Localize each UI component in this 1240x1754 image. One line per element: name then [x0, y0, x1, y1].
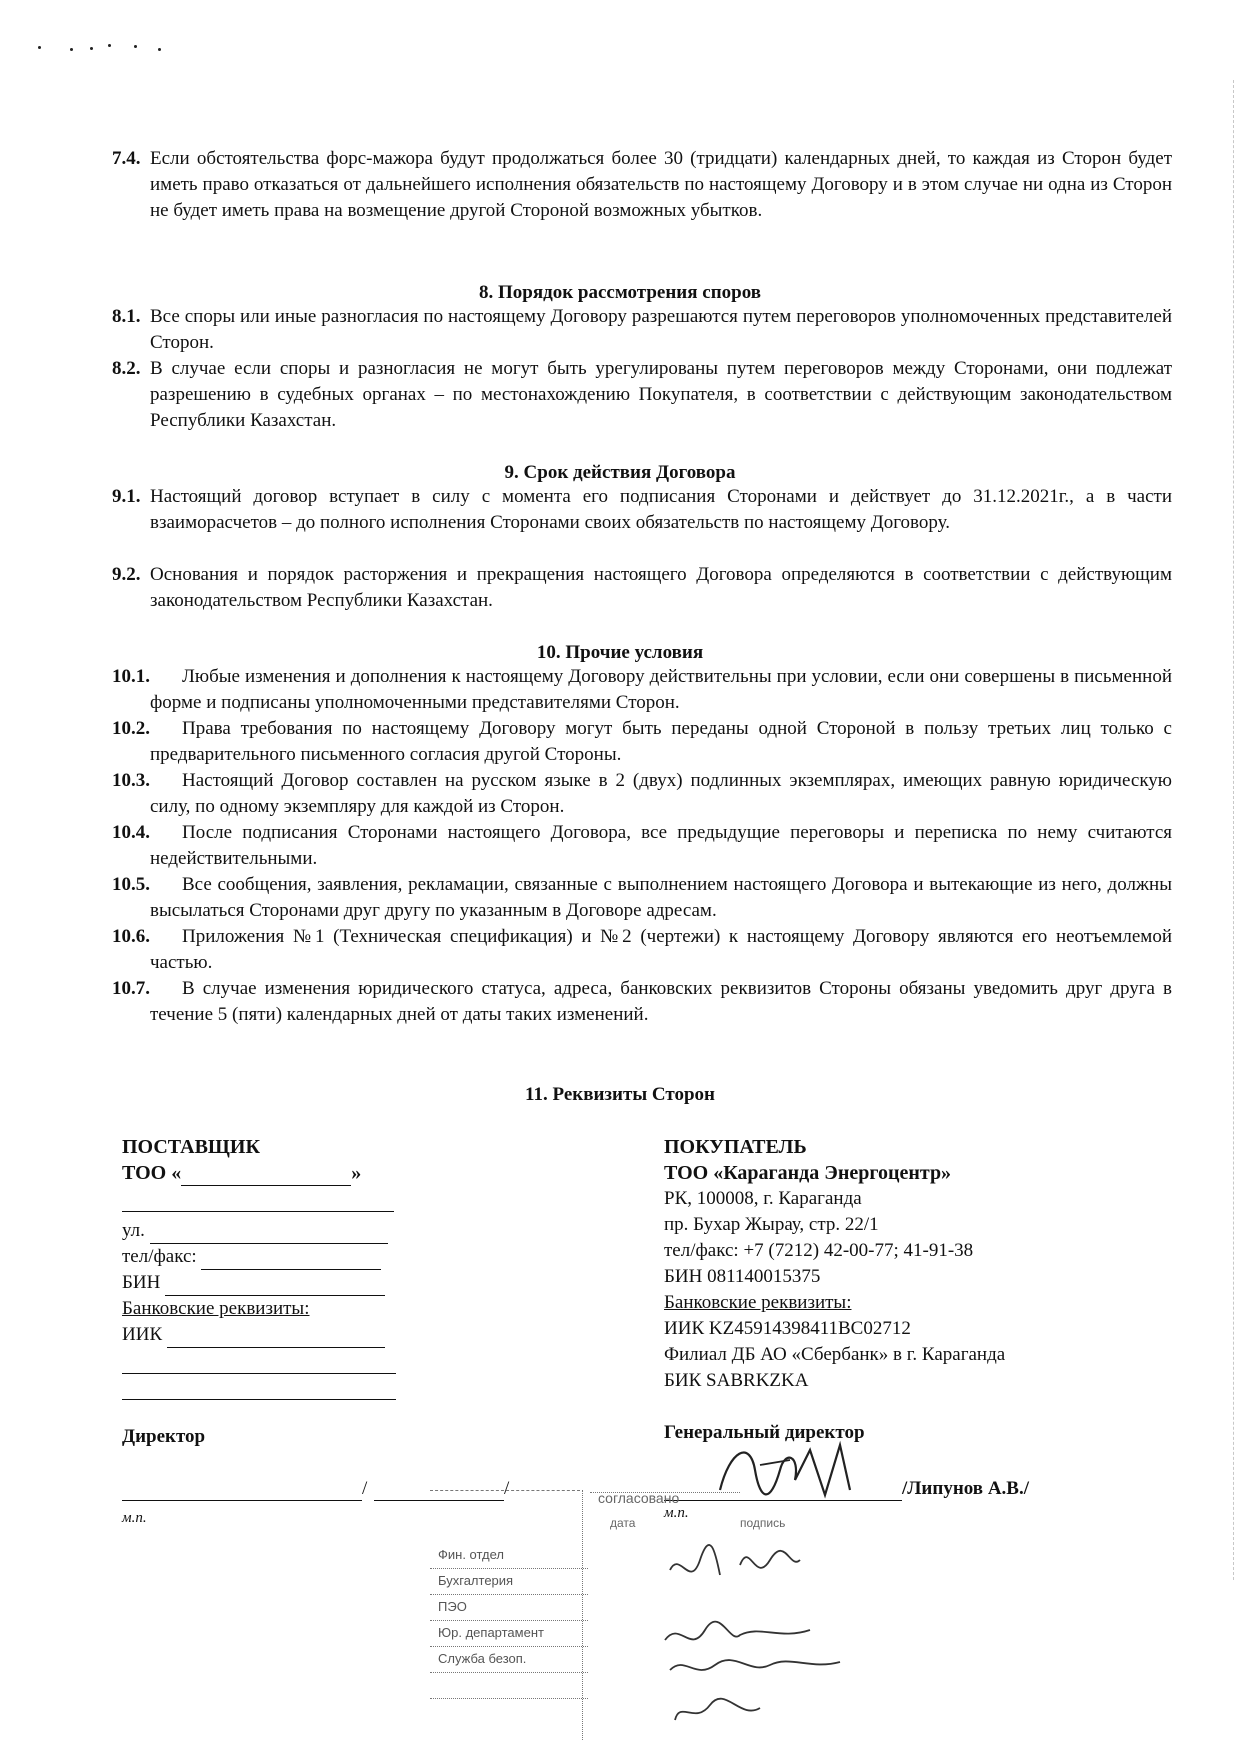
clause-number: 9.2.	[112, 564, 141, 585]
clause-number: 10.1.	[112, 666, 150, 687]
clause-number: 10.4.	[112, 822, 150, 843]
clause-number: 8.2.	[112, 358, 141, 379]
clause-number: 10.2.	[112, 718, 150, 739]
buyer-sign-title: Генеральный директор	[664, 1422, 865, 1443]
clause-number: 10.7.	[112, 978, 150, 999]
clause-text: В случае если споры и разногласия не могут быть урегулированы путем переговоров между Сторонами, они подлежат разрешению в судебных органах – по местонахождению Покупателя, в соответствии с действующим законодательством Республики Казахстан.	[150, 358, 1172, 431]
buyer-phone: тел/факс: +7 (7212) 42-00-77; 41-91-38	[664, 1240, 974, 1261]
stamp-row: Бухгалтерия	[430, 1568, 588, 1595]
clause-text: Все споры или иные разногласия по настоящему Договору разрешаются путем переговоров уполномоченных представителей Сторон.	[150, 306, 1172, 353]
clause-text: В случае изменения юридического статуса, адреса, банковских реквизитов Стороны обязаны уведомить друг друга в течение 5 (пяти) календарных дней от даты таких изменений.	[150, 978, 1172, 1025]
supplier-street-label: ул.	[122, 1220, 145, 1241]
stamp-row: Служба безоп.	[430, 1646, 588, 1673]
supplier-street	[122, 1218, 412, 1244]
supplier-sign-title: Директор	[122, 1426, 206, 1447]
stamp-col-sign: подпись	[740, 1516, 786, 1530]
clause-number: 10.6.	[112, 926, 150, 947]
scan-specks	[34, 38, 164, 58]
clause-10-1	[112, 664, 1172, 716]
stamp-header: согласовано	[598, 1490, 680, 1506]
supplier-org	[122, 1160, 412, 1186]
supplier-sign-separator: /	[362, 1478, 368, 1499]
clause-number: 7.4.	[112, 148, 141, 169]
supplier-role: ПОСТАВЩИК	[122, 1136, 260, 1158]
supplier-stamp-place: м.п.	[122, 1510, 147, 1526]
clause-10-5	[112, 872, 1172, 924]
clause-text: Если обстоятельства форс-мажора будут продолжаться более 30 (тридцати) календарных дней, то каждая из Сторон будет иметь право отказаться от дальнейшего исполнения обязательств по настоящему Договору и в этом случае ни одна из Сторон не будет иметь права на возмещение другой Стороной возможных убытков.	[150, 148, 1172, 221]
buyer-signatory: /Липунов А.В./	[902, 1478, 1029, 1499]
clause-10-2	[112, 716, 1172, 768]
buyer-address-2: пр. Бухар Жырау, стр. 22/1	[664, 1214, 879, 1235]
clause-number: 8.1.	[112, 306, 141, 327]
clause-8-2	[112, 356, 1172, 434]
supplier-bin	[122, 1270, 412, 1296]
buyer-stamp-place: м.п.	[664, 1505, 689, 1521]
stamp-row-blank	[430, 1672, 588, 1699]
clause-text: Основания и порядок расторжения и прекращения настоящего Договора определяются в соответствии с действующим законодательством Республики Казахстан.	[150, 564, 1172, 611]
buyer-iik: ИИК KZ45914398411BC02712	[664, 1318, 911, 1339]
supplier-iik	[122, 1322, 412, 1348]
clause-number: 10.5.	[112, 874, 150, 895]
clause-text: Все сообщения, заявления, рекламации, связанные с выполнением настоящего Договора и вытекающие из него, должны высылаться Сторонами друг другу по указанным в Договоре адресам.	[150, 874, 1172, 921]
clause-10-7	[112, 976, 1172, 1028]
stamp-row: Фин. отдел	[430, 1542, 588, 1569]
approval-signatures	[660, 1530, 860, 1740]
supplier-signature-line[interactable]	[122, 1500, 362, 1501]
supplier-bank-heading: Банковские реквизиты:	[122, 1298, 310, 1319]
supplier-sign-separator: /	[504, 1478, 510, 1499]
clause-10-6	[112, 924, 1172, 976]
buyer-bank-heading: Банковские реквизиты:	[664, 1292, 852, 1313]
stamp-row: Юр. департамент	[430, 1620, 588, 1647]
supplier-bin-label: БИН	[122, 1272, 161, 1293]
clause-text: Приложения №1 (Техническая спецификация) и №2 (чертежи) к настоящему Договору являются его неотъемлемой частью.	[150, 926, 1172, 973]
buyer-role: ПОКУПАТЕЛЬ	[664, 1136, 807, 1158]
buyer-address-1: РК, 100008, г. Караганда	[664, 1188, 862, 1209]
buyer-org: ТОО «Караганда Энергоцентр»	[664, 1162, 952, 1184]
buyer-bik: БИК SABRKZKA	[664, 1370, 809, 1391]
clause-9-1	[112, 484, 1172, 536]
clause-number: 10.3.	[112, 770, 150, 791]
clause-7-4	[112, 146, 1172, 224]
supplier-block	[122, 1134, 412, 1400]
clause-10-3	[112, 768, 1172, 820]
clause-text: Настоящий Договор составлен на русском языке в 2 (двух) подлинных экземплярах, имеющих равную юридическую силу, по одному экземпляру для каждой из Сторон.	[150, 770, 1172, 817]
supplier-phone-label: тел/факс:	[122, 1246, 197, 1267]
clause-10-4	[112, 820, 1172, 872]
clause-text: После подписания Сторонами настоящего Договора, все предыдущие переговоры и переписка по нему считаются недействительными.	[150, 822, 1172, 869]
section-8-title: 8. Порядок рассмотрения споров	[478, 282, 762, 303]
scan-edge	[1232, 80, 1234, 1580]
stamp-col-date: дата	[610, 1516, 636, 1530]
clause-text: Настоящий договор вступает в силу с момента его подписания Сторонами и действует до 31.12.2021г., а в части взаиморасчетов – до полного исполнения Сторонами своих обязательств по настоящему Договору.	[150, 486, 1172, 533]
section-10-title: 10. Прочие условия	[536, 642, 704, 663]
section-11-title: 11. Реквизиты Сторон	[525, 1084, 715, 1105]
supplier-blank-line[interactable]	[122, 1348, 412, 1374]
clause-text: Любые изменения и дополнения к настоящему Договору действительны при условии, если они совершены в письменной форме и подписаны уполномоченными представителями Сторон.	[150, 666, 1172, 713]
supplier-org-suffix: »	[351, 1162, 362, 1184]
clause-text: Права требования по настоящему Договору могут быть переданы одной Стороной в пользу третьих лиц только с предварительного письменного согласия другой Стороны.	[150, 718, 1172, 765]
supplier-blank-line[interactable]	[122, 1374, 412, 1400]
stamp-row: ПЭО	[430, 1594, 588, 1621]
clause-8-1	[112, 304, 1172, 356]
supplier-iik-label: ИИК	[122, 1324, 163, 1345]
supplier-phone	[122, 1244, 412, 1270]
clause-number: 9.1.	[112, 486, 141, 507]
supplier-blank-line[interactable]	[122, 1186, 412, 1212]
buyer-bin: БИН 081140015375	[664, 1266, 821, 1287]
supplier-org-prefix: ТОО «	[122, 1162, 182, 1184]
buyer-block	[664, 1134, 1144, 1394]
buyer-bank-name: Филиал ДБ АО «Сбербанк» в г. Караганда	[664, 1344, 1006, 1365]
clause-9-2	[112, 562, 1172, 614]
approval-stamp	[430, 1490, 830, 1740]
section-9-title: 9. Срок действия Договора	[504, 462, 736, 483]
